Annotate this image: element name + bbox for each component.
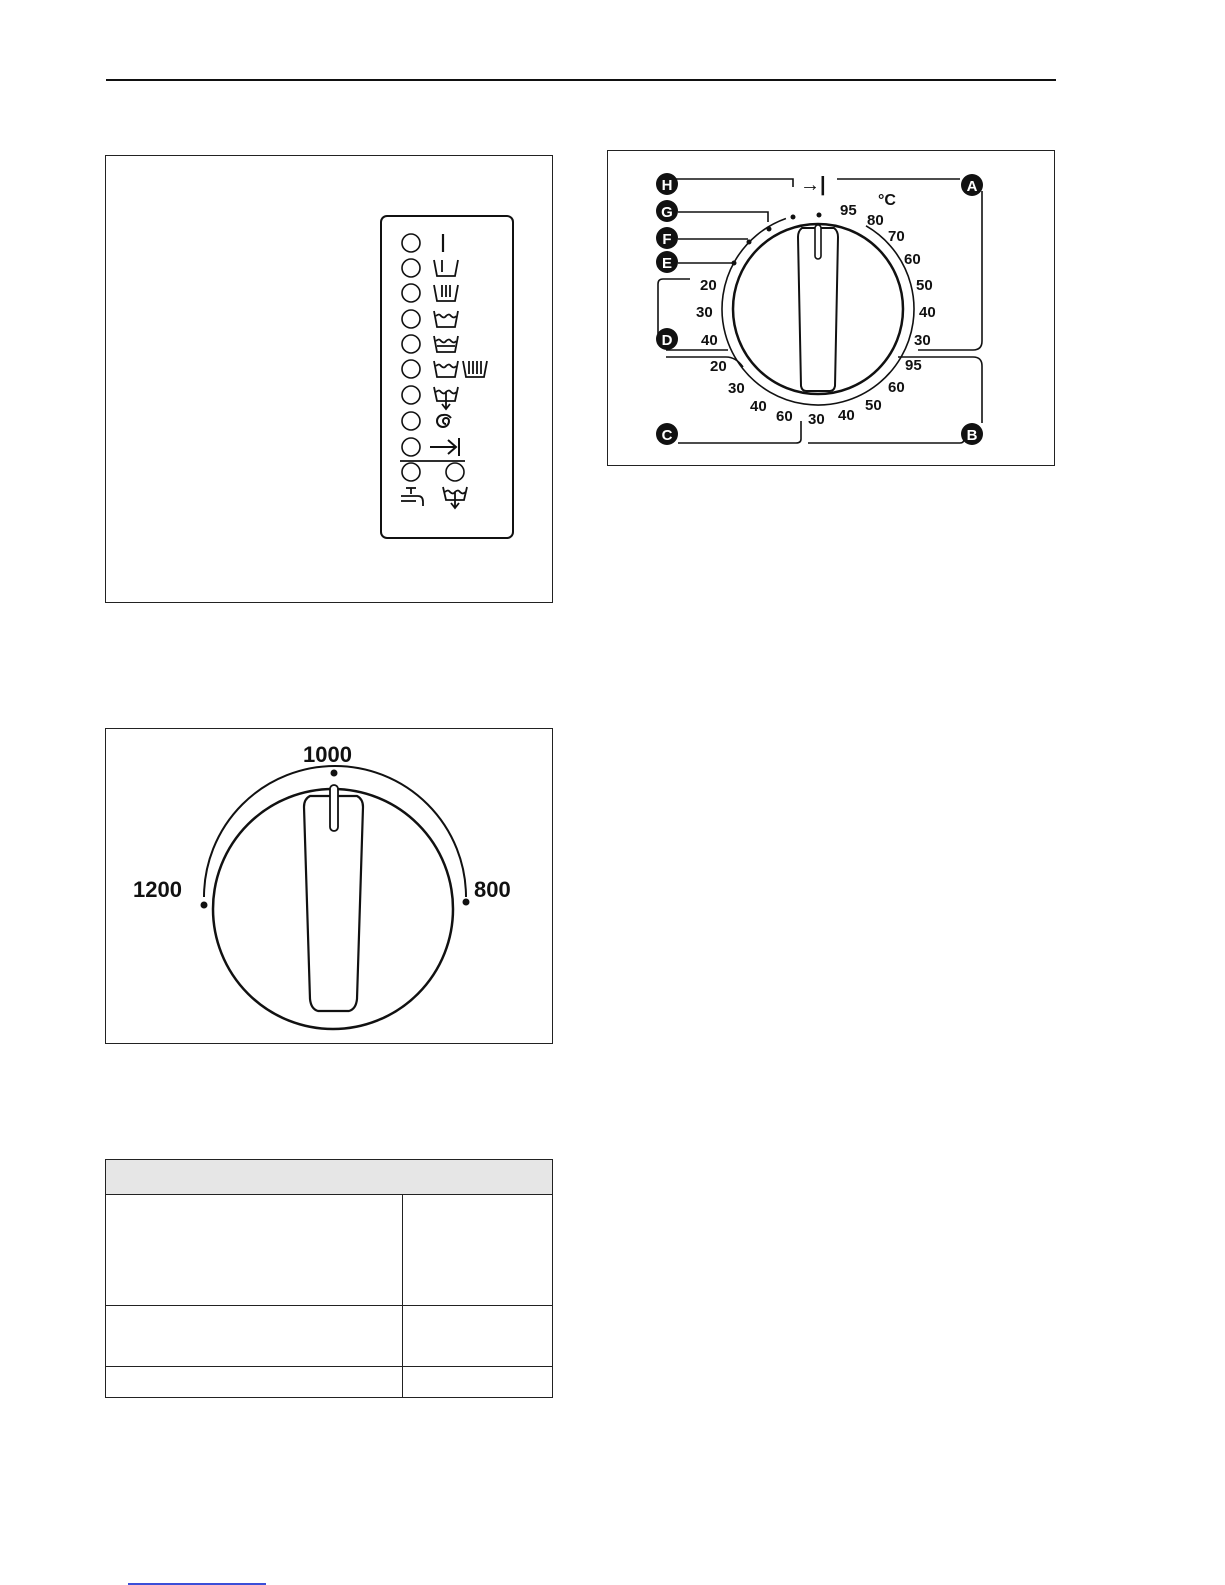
indicator-light-row-7 <box>402 386 458 409</box>
indicator-light-row-1 <box>402 234 443 252</box>
rinse-tub-icon <box>434 311 458 327</box>
indicator-light <box>446 463 464 481</box>
table-row <box>106 1367 553 1398</box>
program-dial-svg <box>608 151 1056 467</box>
end-symbol <box>800 174 826 196</box>
temp-c-40: 40 <box>750 398 767 415</box>
table-header-row <box>106 1160 553 1195</box>
temp-a-95: 95 <box>840 202 857 219</box>
spin-icon <box>437 415 451 427</box>
table-row <box>106 1195 553 1306</box>
table-cell <box>403 1306 553 1367</box>
temp-d-30: 30 <box>696 304 713 321</box>
water-tap-icon <box>401 488 423 506</box>
rinse-hold-tub-icon <box>434 336 458 352</box>
section-label-a: A <box>966 178 978 195</box>
indicator-light-row-4 <box>402 310 458 328</box>
section-badge-g[interactable] <box>656 200 678 222</box>
spin-dial-knob[interactable] <box>213 785 453 1029</box>
indicator-light <box>402 234 420 252</box>
temp-c-60: 60 <box>776 408 793 425</box>
indicator-light <box>402 463 420 481</box>
section-badge-h[interactable] <box>656 173 678 195</box>
indicator-figure-frame <box>105 155 553 603</box>
indicator-light <box>402 386 420 404</box>
bracket-g <box>678 212 768 222</box>
temp-a-70: 70 <box>888 228 905 245</box>
section-label-d: D <box>661 332 673 349</box>
program-dial-figure-frame <box>607 150 1055 466</box>
section-label-b: B <box>966 427 978 444</box>
wool-rinse-tub-icon <box>434 361 487 377</box>
table-cell <box>106 1367 403 1398</box>
spin-dot-800 <box>463 899 470 906</box>
drain-tub-icon <box>434 387 458 409</box>
section-label-h: H <box>661 177 673 194</box>
indicator-light <box>402 310 420 328</box>
indicator-light <box>402 284 420 302</box>
indicator-light-bottom-left <box>401 463 423 506</box>
section-label-e: E <box>661 255 673 272</box>
indicator-light-bottom-right <box>443 463 467 508</box>
section-badge-a[interactable] <box>961 174 983 196</box>
temp-b-50: 50 <box>865 397 882 414</box>
table-cell <box>106 1306 403 1367</box>
temp-b-60: 60 <box>888 379 905 396</box>
temp-d-40: 40 <box>701 332 718 349</box>
temp-a-50: 50 <box>916 277 933 294</box>
program-dial-pointer <box>815 225 821 259</box>
section-label-f: F <box>662 231 672 248</box>
indicator-light-row-2 <box>402 259 458 277</box>
section-label-c: C <box>661 427 673 444</box>
indicator-panel-svg <box>106 156 554 604</box>
indicator-light-row-5 <box>402 335 458 353</box>
temp-a-80: 80 <box>867 212 884 229</box>
indicator-light <box>402 335 420 353</box>
temp-b-30: 30 <box>808 411 825 428</box>
indicator-light-row-8 <box>402 412 451 430</box>
indicator-light <box>402 259 420 277</box>
indicator-light-row-3 <box>402 284 458 302</box>
spin-label-1000: 1000 <box>303 742 352 767</box>
temp-d-20: 20 <box>700 277 717 294</box>
section-badge-d[interactable] <box>656 328 678 350</box>
spin-dial-figure-frame <box>105 728 553 1044</box>
page-header-rule <box>106 79 1056 81</box>
spin-dial-pointer <box>330 785 338 831</box>
prewash-tub-icon <box>434 260 458 276</box>
spin-label-800: 800 <box>474 877 511 902</box>
table-cell <box>106 1195 403 1306</box>
section-badge-b[interactable] <box>961 423 983 445</box>
end-symbol-text: →| <box>800 174 826 196</box>
indicator-light-row-6 <box>402 360 487 378</box>
table-header-cell <box>106 1160 553 1195</box>
spin-label-1200: 1200 <box>133 877 182 902</box>
temp-c-30: 30 <box>728 380 745 397</box>
drain-tub-icon <box>443 487 467 508</box>
spin-dot-1200 <box>201 902 208 909</box>
section-badge-f[interactable] <box>656 227 678 249</box>
indicator-light <box>402 360 420 378</box>
indicator-light <box>402 438 420 456</box>
bracket-h <box>674 179 793 187</box>
table-cell <box>403 1195 553 1306</box>
section-label-g: G <box>661 204 673 221</box>
indicator-light-row-9 <box>402 438 459 456</box>
spec-table <box>105 1159 553 1398</box>
spin-dial-svg <box>106 729 554 1045</box>
section-badge-e[interactable] <box>656 251 678 273</box>
unit-celsius: °C <box>878 192 896 209</box>
indicator-light <box>402 412 420 430</box>
temp-a-40: 40 <box>919 304 936 321</box>
table-row <box>106 1306 553 1367</box>
temp-a-30: 30 <box>914 332 931 349</box>
temp-b-40: 40 <box>838 407 855 424</box>
temp-b-95: 95 <box>905 357 922 374</box>
temp-c-20: 20 <box>710 358 727 375</box>
section-badge-c[interactable] <box>656 423 678 445</box>
spin-dot-1000 <box>331 770 338 777</box>
end-arrow-icon <box>430 438 459 456</box>
temp-a-60: 60 <box>904 251 921 268</box>
table-cell <box>403 1367 553 1398</box>
main-wash-tub-icon <box>434 285 458 301</box>
